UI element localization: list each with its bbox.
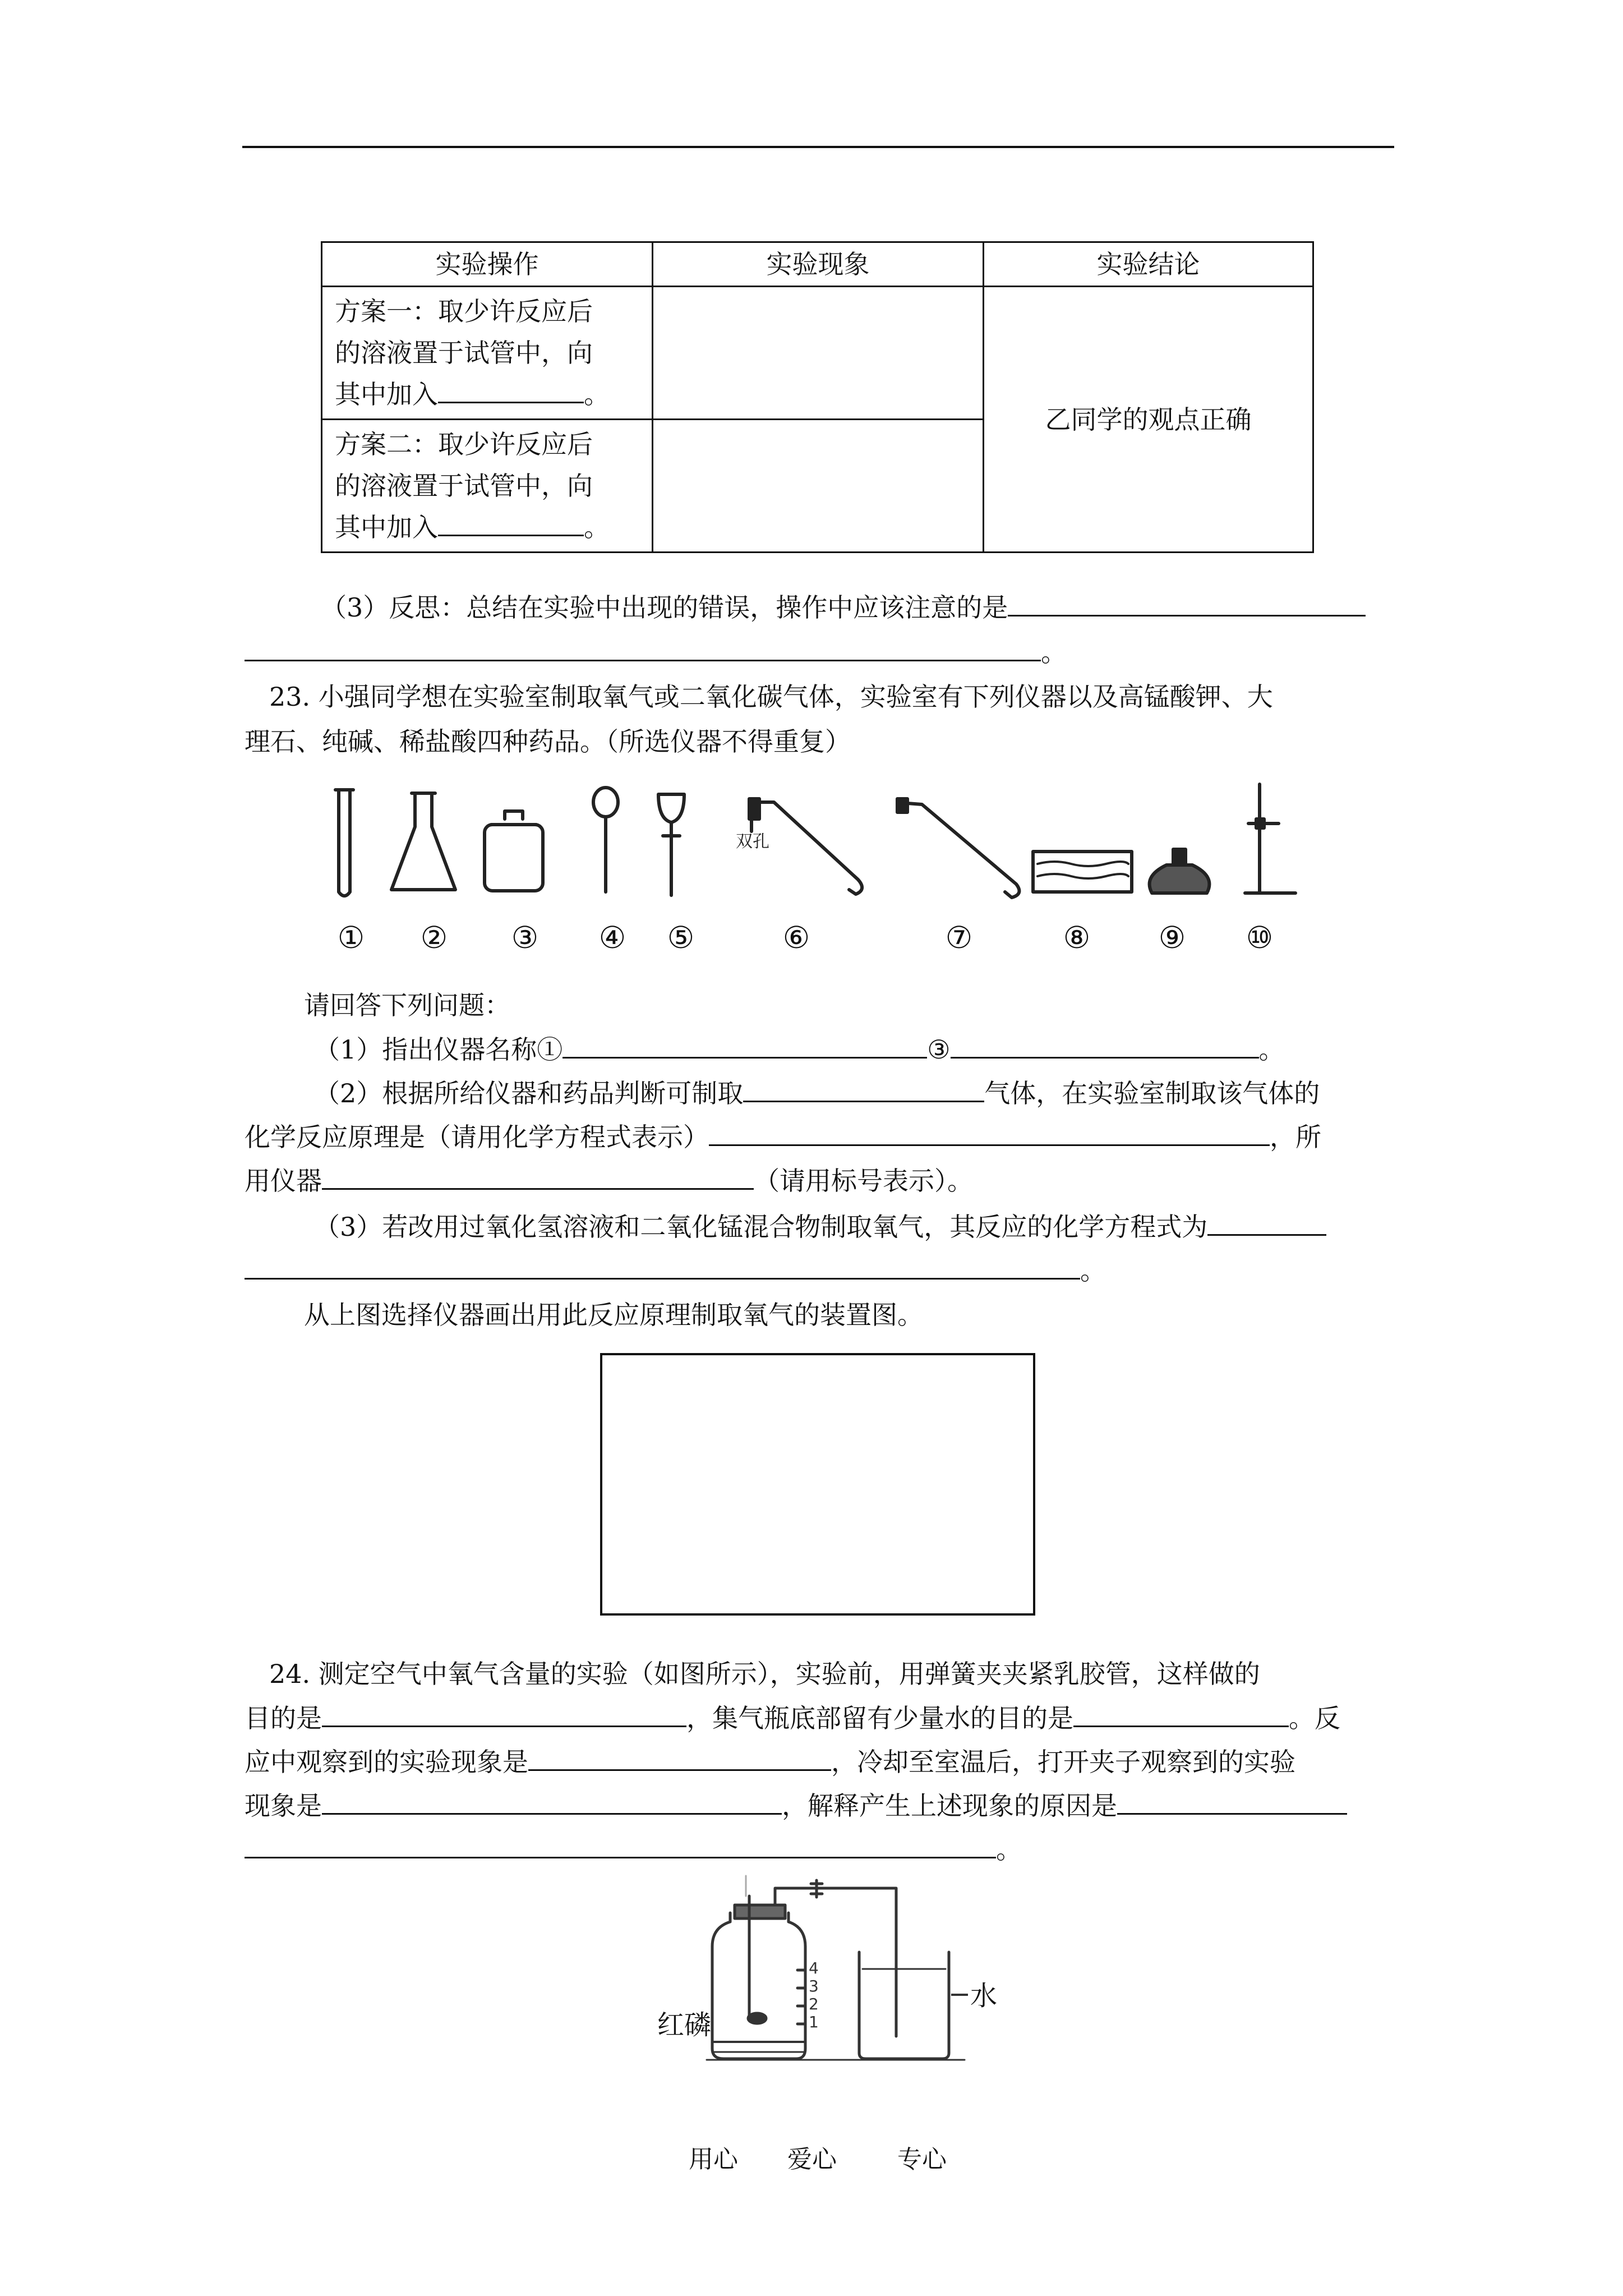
q23-part1-text-b: ③ bbox=[927, 1034, 951, 1065]
q24-end: 。 bbox=[996, 1834, 1022, 1865]
plan1-suffix: 。 bbox=[584, 379, 610, 409]
plan2-line2: 的溶液置于试管中，向 bbox=[335, 471, 593, 501]
plan1-cell bbox=[322, 287, 653, 420]
q24-line5 bbox=[245, 1832, 1022, 1866]
header-rule bbox=[242, 146, 1394, 148]
plan2-suffix: 。 bbox=[584, 512, 610, 542]
q24-text-a: 目的是 bbox=[245, 1703, 322, 1733]
q23-part2-text-f: （请用标号表示）。 bbox=[754, 1166, 973, 1196]
apparatus-figure bbox=[325, 780, 1301, 914]
plan2-line1: 方案二：取少许反应后 bbox=[335, 429, 593, 459]
plan1-prefix: 其中加入 bbox=[335, 379, 438, 409]
q22-reflection-line bbox=[321, 590, 1366, 624]
plan2-blank[interactable] bbox=[438, 510, 584, 536]
q24-text-f: 现象是 bbox=[245, 1791, 322, 1821]
q23-part2-line1 bbox=[314, 1076, 1320, 1110]
gas-jar-icon bbox=[485, 811, 543, 891]
q23-part3-blank2[interactable] bbox=[245, 1253, 1080, 1280]
scale-mark: 3 bbox=[809, 1977, 819, 1995]
q23-part2-text-a: （2）根据所给仪器和药品判断可制取 bbox=[314, 1078, 744, 1108]
q24-phenomenon2-blank[interactable] bbox=[322, 1788, 782, 1815]
q23-gas-blank[interactable] bbox=[743, 1076, 984, 1102]
drawing-box[interactable] bbox=[600, 1353, 1035, 1616]
bent-delivery-tube-icon bbox=[897, 799, 1019, 898]
q23-part2-line3 bbox=[245, 1163, 973, 1198]
conclusion-cell: 乙同学的观点正确 bbox=[984, 287, 1313, 553]
apparatus-number: ⑩ bbox=[1246, 920, 1274, 955]
q23-part2-text-c: 化学反应原理是（请用化学方程式表示） bbox=[245, 1122, 709, 1152]
q23-apparatus-blank[interactable] bbox=[322, 1163, 754, 1190]
q23-line1: 23. 小强同学想在实验室制取氧气或二氧化碳气体，实验室有下列仪器以及高锰酸钾、大 bbox=[269, 682, 1273, 712]
plan2-line3 bbox=[335, 507, 639, 548]
table-row bbox=[322, 287, 1313, 420]
header-phenomenon: 实验现象 bbox=[653, 242, 984, 287]
oxygen-measurement-apparatus bbox=[651, 1874, 987, 2076]
label-water: 水 bbox=[970, 1980, 998, 2012]
q24-water-purpose-blank[interactable] bbox=[1073, 1701, 1289, 1727]
q24-phenomenon-blank[interactable] bbox=[528, 1745, 831, 1771]
long-neck-funnel-icon bbox=[593, 788, 618, 892]
q23-part2-line2 bbox=[245, 1120, 1321, 1154]
header-operation: 实验操作 bbox=[322, 242, 653, 287]
q23-part1-blank1[interactable] bbox=[562, 1032, 927, 1059]
plan2-phenomenon-cell[interactable] bbox=[653, 420, 984, 553]
q24-text-d: 应中观察到的实验现象是 bbox=[245, 1747, 528, 1777]
apparatus-number: ③ bbox=[511, 920, 539, 955]
q23-equation-blank[interactable] bbox=[709, 1120, 1270, 1146]
plan1-line2: 的溶液置于试管中，向 bbox=[335, 338, 593, 368]
q23-part3-blank1[interactable] bbox=[1207, 1209, 1326, 1236]
scale-mark: 4 bbox=[809, 1959, 819, 1977]
alcohol-lamp-icon bbox=[1150, 849, 1210, 893]
q23-part2-text-d: ，所 bbox=[1270, 1122, 1321, 1152]
q23-part1-end: 。 bbox=[1258, 1034, 1285, 1065]
table-header-row bbox=[322, 242, 1313, 287]
plan1-line3 bbox=[335, 374, 639, 415]
apparatus-number: ② bbox=[420, 920, 448, 955]
q23-part3-end: 。 bbox=[1080, 1255, 1106, 1286]
q22-reflection-end: 。 bbox=[1041, 637, 1067, 668]
iron-stand-icon bbox=[1245, 784, 1295, 893]
plan1-blank[interactable] bbox=[438, 377, 584, 403]
apparatus-number: ④ bbox=[598, 920, 626, 955]
apparatus-label-6: 双孔 bbox=[736, 832, 769, 852]
apparatus-number: ⑧ bbox=[1063, 920, 1091, 955]
q23-part1-text: （1）指出仪器名称① bbox=[314, 1034, 563, 1065]
apparatus-number: ⑦ bbox=[945, 920, 973, 955]
apparatus-number: ⑨ bbox=[1158, 920, 1186, 955]
q23-part2-text-e: 用仪器 bbox=[245, 1166, 322, 1196]
separatory-funnel-icon bbox=[658, 794, 684, 895]
footer-item-1: 用心 bbox=[689, 2145, 738, 2174]
plan1-line1: 方案一：取少许反应后 bbox=[335, 296, 593, 326]
q23-part1 bbox=[314, 1032, 1285, 1066]
q24-text-e: ，冷却至室温后，打开夹子观察到的实验 bbox=[831, 1747, 1295, 1777]
q23-part1-blank2[interactable] bbox=[951, 1032, 1259, 1059]
q24-reason-blank[interactable] bbox=[1117, 1788, 1347, 1815]
q24-text-g: ，解释产生上述现象的原因是 bbox=[782, 1791, 1117, 1821]
q24-text-b: ，集气瓶底部留有少量水的目的是 bbox=[686, 1703, 1073, 1733]
q23-prompt: 请回答下列问题： bbox=[304, 990, 510, 1020]
q22-reflection-line2 bbox=[245, 635, 1067, 669]
q24-line1: 24. 测定空气中氧气含量的实验（如图所示），实验前，用弹簧夹夹紧乳胶管，这样做的 bbox=[269, 1659, 1260, 1689]
q23-part3-line2 bbox=[245, 1253, 1106, 1287]
q23-line2: 理石、纯碱、稀盐酸四种药品。（所选仪器不得重复） bbox=[245, 726, 851, 757]
plan2-cell bbox=[322, 420, 653, 553]
q22-reflection-blank[interactable] bbox=[1008, 590, 1366, 616]
q22-reflection-text: （3）反思：总结在实验中出现的错误，操作中应该注意的是 bbox=[321, 592, 1008, 623]
water-trough-icon bbox=[1033, 852, 1132, 892]
scale-mark: 1 bbox=[809, 2013, 819, 2031]
label-red-phosphorus: 红磷 bbox=[657, 2009, 712, 2041]
plan1-phenomenon-cell[interactable] bbox=[653, 287, 984, 420]
apparatus-number: ① bbox=[337, 920, 365, 955]
q24-line3 bbox=[245, 1745, 1295, 1779]
q22-reflection-blank2[interactable] bbox=[245, 635, 1041, 661]
plan2-prefix: 其中加入 bbox=[335, 512, 438, 542]
q24-line4 bbox=[245, 1788, 1347, 1823]
q24-reason-blank2[interactable] bbox=[245, 1832, 996, 1858]
q24-line2 bbox=[245, 1701, 1340, 1735]
footer-item-2: 爱心 bbox=[787, 2145, 837, 2174]
apparatus-number: ⑥ bbox=[782, 920, 810, 955]
q24-text-c: 。反 bbox=[1289, 1703, 1340, 1733]
q23-draw-prompt: 从上图选择仪器画出用此反应原理制取氧气的装置图。 bbox=[304, 1300, 923, 1330]
footer-item-3: 专心 bbox=[897, 2145, 947, 2174]
header-conclusion: 实验结论 bbox=[984, 242, 1313, 287]
test-tube-icon bbox=[335, 790, 353, 896]
q24-purpose-blank[interactable] bbox=[322, 1701, 686, 1727]
q23-part3-text: （3）若改用过氧化氢溶液和二氧化锰混合物制取氧气，其反应的化学方程式为 bbox=[314, 1212, 1208, 1242]
q23-part2-text-b: 气体，在实验室制取该气体的 bbox=[984, 1078, 1320, 1108]
experiment-table bbox=[321, 241, 1314, 553]
scale-mark: 2 bbox=[809, 1995, 819, 2013]
q23-part3-line1 bbox=[314, 1209, 1326, 1244]
apparatus-number: ⑤ bbox=[667, 920, 695, 955]
conical-flask-icon bbox=[391, 793, 455, 890]
